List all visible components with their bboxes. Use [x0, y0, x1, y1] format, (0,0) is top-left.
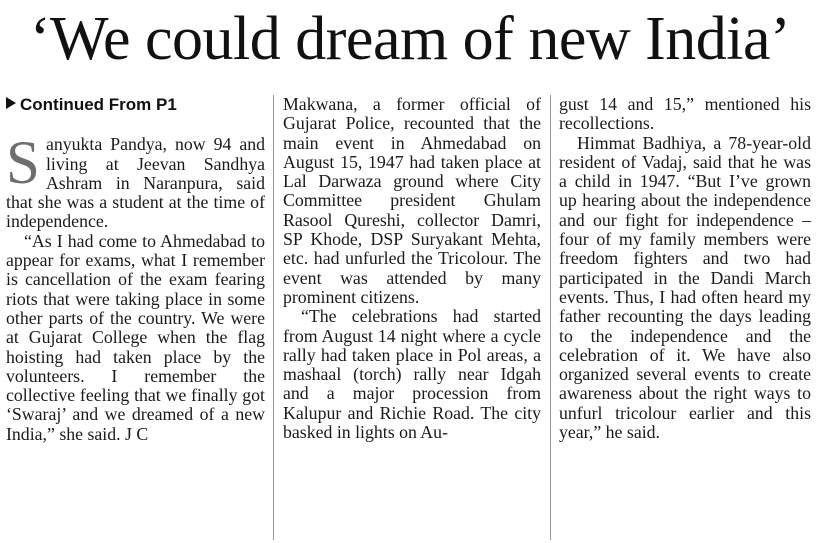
headline: ‘We could dream of new India’: [29, 5, 791, 73]
column-rule: [273, 95, 274, 540]
paragraph: Himmat Badhiya, a 78-year-old resident of Vadaj, said that he was a child in 1947. “But I’ve grown up hearing about the independence and our fight for independence – four of my family members were freedom fighters and two had participated in the Dandi March events. Thus, I had often heard my father recounting the days leading to the independence and the celebration of it. We have also organized several events to create awareness about the right ways to unfurl tricolour earlier and this year,” he said.: [559, 132, 811, 443]
article-column-1: [6, 95, 265, 444]
kicker-label: Continued From P1: [20, 95, 177, 114]
paragraph: “The celebrations had started from August 14 night where a cycle rally had taken place in Pol areas, a mashaal (torch) rally near Idgah and a major procession from Kalupur and Richie Road. The city basked in lights on Au-: [283, 306, 541, 443]
paragraph: [6, 130, 265, 232]
continued-kicker: [6, 95, 265, 114]
paragraph: Makwana, a former official of Gujarat Police, recounted that the main event in Ahmedabad on August 15, 1947 had taken place at Lal Darwaza ground where City Committee president Ghulam Rasool Qureshi, collector Damri, SP Khode, DSP Suryakant Mehta, etc. had unfurled the Tricolour. The event was attended by many prominent citizens.: [283, 94, 541, 307]
paragraph-text: anyukta Pandya, now 94 and living at Jeevan Sandhya Ashram in Naranpura, said that she was a student at the time of independence.: [6, 134, 265, 232]
drop-cap: S: [6, 130, 40, 198]
article-column-3: [559, 95, 811, 442]
paragraph: “As I had come to Ahmedabad to appear for exams, what I remember is cancellation of the exam fearing riots that were taking place in some other parts of the country. We were at Gujarat College when the flag hoisting had taken place by the volunteers. I remember the collective feeling that we finally got ‘Swaraj’ and we dreamed of a new India,” she said. J C: [6, 230, 265, 444]
column-rule: [550, 95, 551, 540]
article-column-2: [283, 95, 541, 442]
triangle-arrow-icon: [6, 97, 16, 109]
paragraph: gust 14 and 15,” mentioned his recollections.: [559, 94, 811, 134]
